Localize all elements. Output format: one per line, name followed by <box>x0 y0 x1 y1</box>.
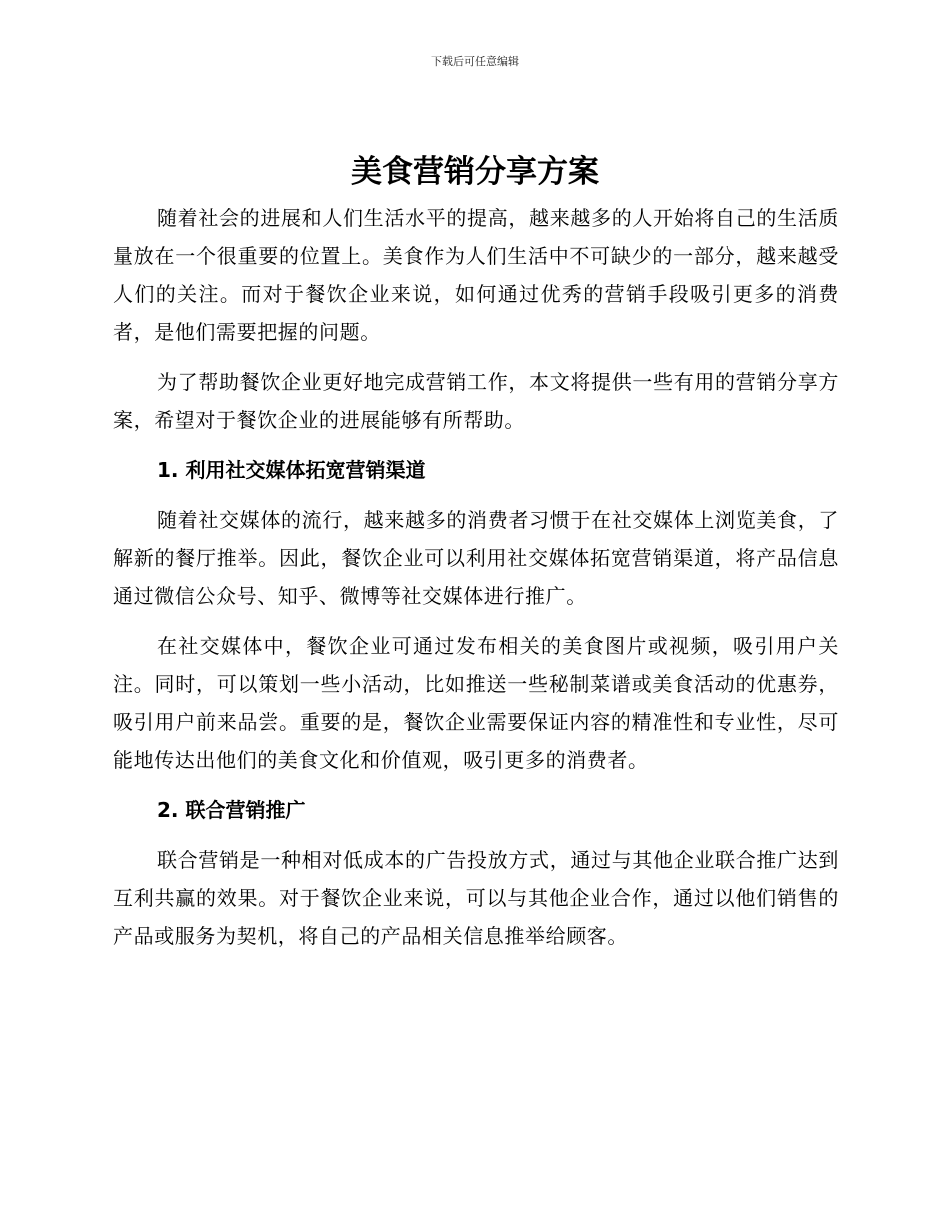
social-media-paragraph-1: 随着社交媒体的流行，越来越多的消费者习惯于在社交媒体上浏览美食，了解新的餐厅推举。因此，餐饮企业可以利用社交媒体拓宽营销渠道，将产品信息通过微信公众号、知乎、微博等社交媒体进行推广。 <box>113 508 839 608</box>
intro-paragraph-1: 随着社会的进展和人们生活水平的提高，越来越多的人开始将自己的生活质量放在一个很重要的位置上。美食作为人们生活中不可缺少的一部分，越来越受人们的关注。而对于餐饮企业来说，如何通过优秀的营销手段吸引更多的消费者，是他们需要把握的问题。 <box>113 206 839 344</box>
page-header-note: 下载后可任意编辑 <box>431 55 519 68</box>
section-heading-social-media: 1. 利用社交媒体拓宽营销渠道 <box>157 458 426 482</box>
document-title: 美食营销分享方案 <box>351 154 599 190</box>
social-media-paragraph-2: 在社交媒体中，餐饮企业可通过发布相关的美食图片或视频，吸引用户关注。同时，可以策划一些小活动，比如推送一些秘制菜谱或美食活动的优惠券，吸引用户前来品尝。重要的是，餐饮企业需要保证内容的精准性和专业性，尽可能地传达出他们的美食文化和价值观，吸引更多的消费者。 <box>113 634 839 772</box>
document-body <box>113 199 839 967</box>
section-heading-joint-marketing: 2. 联合营销推广 <box>157 798 306 822</box>
joint-marketing-paragraph-1: 联合营销是一种相对低成本的广告投放方式，通过与其他企业联合推广达到互利共赢的效果。对于餐饮企业来说，可以与其他企业合作，通过以他们销售的产品或服务为契机，将自己的产品相关信息推举给顾客。 <box>113 848 839 948</box>
intro-paragraph-2: 为了帮助餐饮企业更好地完成营销工作，本文将提供一些有用的营销分享方案，希望对于餐饮企业的进展能够有所帮助。 <box>113 370 839 432</box>
